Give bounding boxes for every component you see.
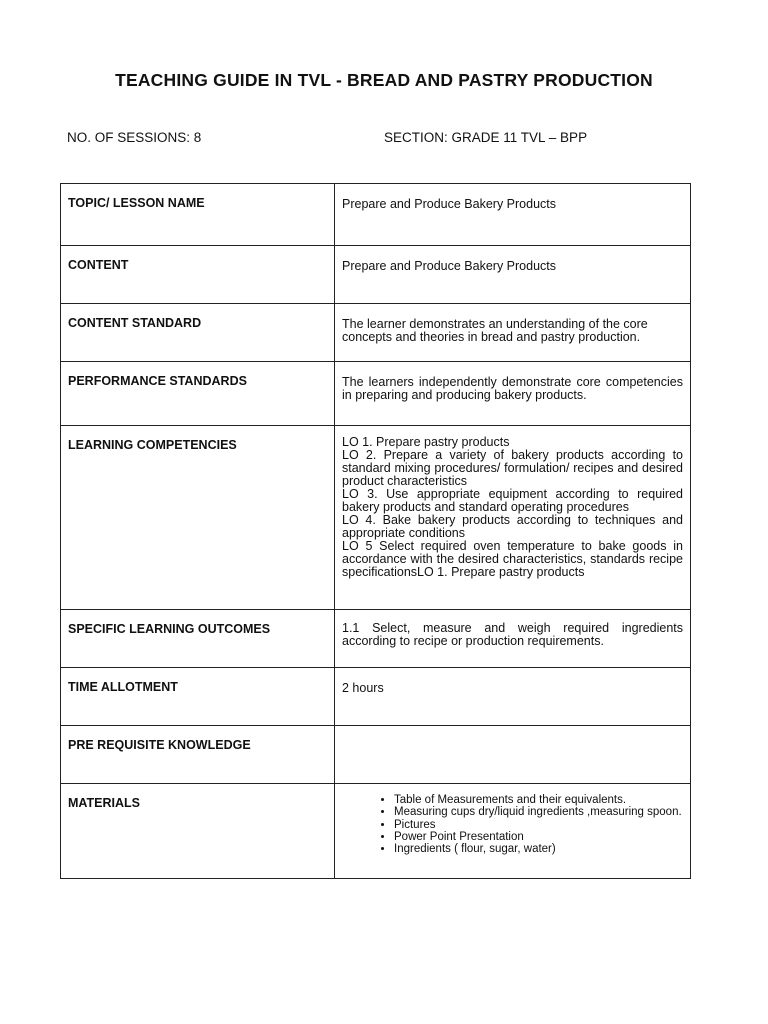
learning-competencies-list (335, 426, 691, 610)
competency-item-2: LO 2. Prepare a variety of bakery products according to standard mixing procedures/ formulation/ recipes and desired product characteristics (342, 448, 683, 488)
content-value: Prepare and Produce Bakery Products (335, 246, 691, 304)
table-row-prerequisite (61, 726, 691, 784)
materials-item-1: • Table of Measurements and their equivalents. (394, 794, 683, 806)
prerequisite-label: PRE REQUISITE KNOWLEDGE (61, 726, 335, 784)
table-row-content-standard (61, 304, 691, 362)
document-title: TEACHING GUIDE IN TVL - BREAD AND PASTRY PRODUCTION (115, 70, 653, 90)
table-row-topic (61, 184, 691, 246)
competency-item-5: LO 5 Select required oven temperature to bake goods in accordance with the desired characteristics, standards recipe specificationsLO 1. Prepare pastry products (342, 539, 683, 579)
specific-learning-outcomes-value: 1.1 Select, measure and weigh required ingredients according to recipe or production requirements. (335, 610, 691, 668)
performance-standards-label: PERFORMANCE STANDARDS (61, 362, 335, 426)
content-standard-label: CONTENT STANDARD (61, 304, 335, 362)
materials-item-4: • Power Point Presentation (394, 831, 683, 843)
table-row-learning-competencies (61, 426, 691, 610)
materials-item-5: • Ingredients ( flour, sugar, water) (394, 843, 683, 855)
sessions-count: NO. OF SESSIONS: 8 (67, 130, 202, 145)
specific-learning-outcomes-label: SPECIFIC LEARNING OUTCOMES (61, 610, 335, 668)
time-allotment-value: 2 hours (335, 668, 691, 726)
competency-item-3: LO 3. Use appropriate equipment according to required bakery products and standard operating procedures (342, 487, 683, 514)
prerequisite-value (335, 726, 691, 784)
topic-value: Prepare and Produce Bakery Products (335, 184, 691, 246)
time-allotment-label: TIME ALLOTMENT (61, 668, 335, 726)
performance-standards-value: The learners independently demonstrate core competencies in preparing and producing bakery products. (335, 362, 691, 426)
materials-label: MATERIALS (61, 784, 335, 879)
content-standard-value: The learner demonstrates an understanding of the core concepts and theories in bread and pastry production. (335, 304, 691, 362)
competency-item-4: LO 4. Bake bakery products according to techniques and appropriate conditions (342, 513, 683, 540)
materials-list (342, 794, 683, 855)
table-row-time-allotment (61, 668, 691, 726)
table-row-specific-learning-outcomes (61, 610, 691, 668)
competency-item-1: LO 1. Prepare pastry products (342, 435, 510, 449)
table-row-content (61, 246, 691, 304)
table-row-performance-standards (61, 362, 691, 426)
learning-competencies-label: LEARNING COMPETENCIES (61, 426, 335, 610)
section-label: SECTION: GRADE 11 TVL – BPP (384, 130, 588, 145)
table-row-materials (61, 784, 691, 879)
materials-item-3: • Pictures (394, 819, 683, 831)
materials-item-2: • Measuring cups dry/liquid ingredients ,measuring spoon. (394, 806, 683, 818)
teaching-guide-table (60, 183, 691, 879)
materials-cell (335, 784, 691, 879)
content-label: CONTENT (61, 246, 335, 304)
topic-label: TOPIC/ LESSON NAME (61, 184, 335, 246)
